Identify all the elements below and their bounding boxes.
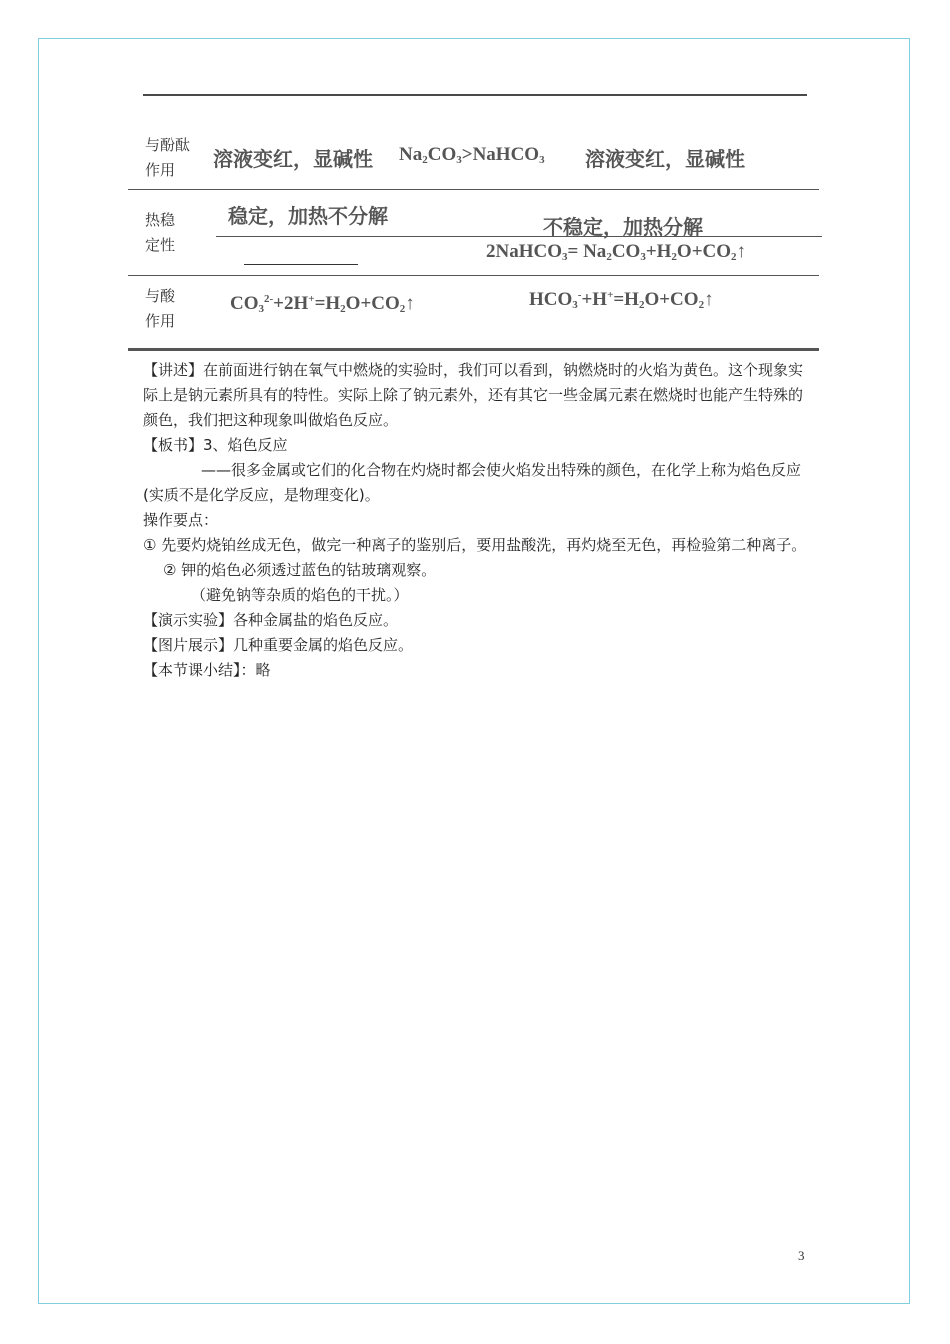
demo-experiment: 【演示实验】各种金属盐的焰色反应。 bbox=[143, 611, 399, 629]
operation-point-2-note: （避免钠等杂质的焰色的干扰。） bbox=[191, 586, 409, 604]
operation-point-2: ② 钾的焰色必须透过蓝色的钴玻璃观察。 bbox=[163, 561, 437, 579]
row-label-phenolphthalein bbox=[145, 133, 190, 183]
row-label-thermal-stability bbox=[145, 208, 175, 258]
thermal-decomposition-equation: 2NaHCO$_3$= $Na_2CO_3+H_2O+CO_2↑$ bbox=[486, 241, 747, 263]
row-label-line: 作用 bbox=[145, 161, 176, 179]
carbonate-acid-equation: $CO_3^{2-}+2H^+=H_2O+CO_2↑$ bbox=[230, 293, 415, 315]
lesson-summary: 【本节课小结】：略 bbox=[143, 661, 271, 679]
row-label-line: 与酸 bbox=[145, 287, 176, 305]
phenolphthalein-left-text: 溶液变红，显碱性 bbox=[213, 147, 373, 171]
row-label-acid-reaction bbox=[145, 284, 175, 334]
picture-display: 【图片展示】几种重要金属的焰色反应。 bbox=[143, 636, 414, 654]
phenolphthalein-compare: $Na_2CO_3>NaHCO_3$ bbox=[399, 144, 545, 166]
board-heading: 【板书】3、焰色反应 bbox=[143, 436, 288, 454]
gas-arrow-icon: ↑ bbox=[704, 289, 714, 310]
definition-paragraph: ——很多金属或它们的化合物在灼烧时都会使火焰发出特殊的颜色，在化学上称为焰色反应(实质不是化学反应，是物理变化)。 bbox=[143, 461, 802, 504]
row-label-line: 与酚酞 bbox=[145, 136, 191, 154]
thermal-right-text: 不稳定，加热分解 bbox=[543, 215, 703, 239]
operation-points-heading: 操作要点： bbox=[143, 511, 219, 529]
lecture-paragraph: 【讲述】在前面进行钠在氧气中燃烧的实验时，我们可以看到，钠燃烧时的火焰为黄色。这个现象实际上是钠元素所具有的特性。实际上除了钠元素外，还有其它一些金属元素在燃烧时也能产生特殊的颜色，我们把这种现象叫做焰色反应。 bbox=[143, 361, 804, 429]
operation-point-1: ① 先要灼烧铂丝成无色，做完一种离子的鉴别后，要用盐酸洗，再灼烧至无色，再检验第二种离子。 bbox=[143, 536, 807, 554]
table-top-rule bbox=[143, 94, 807, 96]
row-label-line: 热稳 bbox=[145, 211, 176, 229]
row-label-line: 定性 bbox=[145, 236, 176, 254]
page-number: 3 bbox=[798, 1248, 805, 1263]
lesson-body bbox=[143, 358, 811, 683]
bicarbonate-acid-equation: $HCO_3^-+H^+=H_2O+CO_2↑$ bbox=[529, 289, 714, 311]
row-divider bbox=[128, 189, 819, 190]
inner-row-divider bbox=[216, 236, 822, 237]
table-bottom-rule bbox=[128, 348, 819, 351]
gas-arrow-icon: ↑ bbox=[405, 293, 415, 314]
thermal-left-text: 稳定，加热不分解 bbox=[228, 204, 388, 228]
gas-arrow-icon: ↑ bbox=[736, 241, 747, 262]
blank-underline bbox=[244, 264, 358, 265]
row-divider bbox=[128, 275, 819, 276]
row-label-line: 作用 bbox=[145, 312, 176, 330]
phenolphthalein-right-text: 溶液变红，显碱性 bbox=[585, 147, 745, 171]
